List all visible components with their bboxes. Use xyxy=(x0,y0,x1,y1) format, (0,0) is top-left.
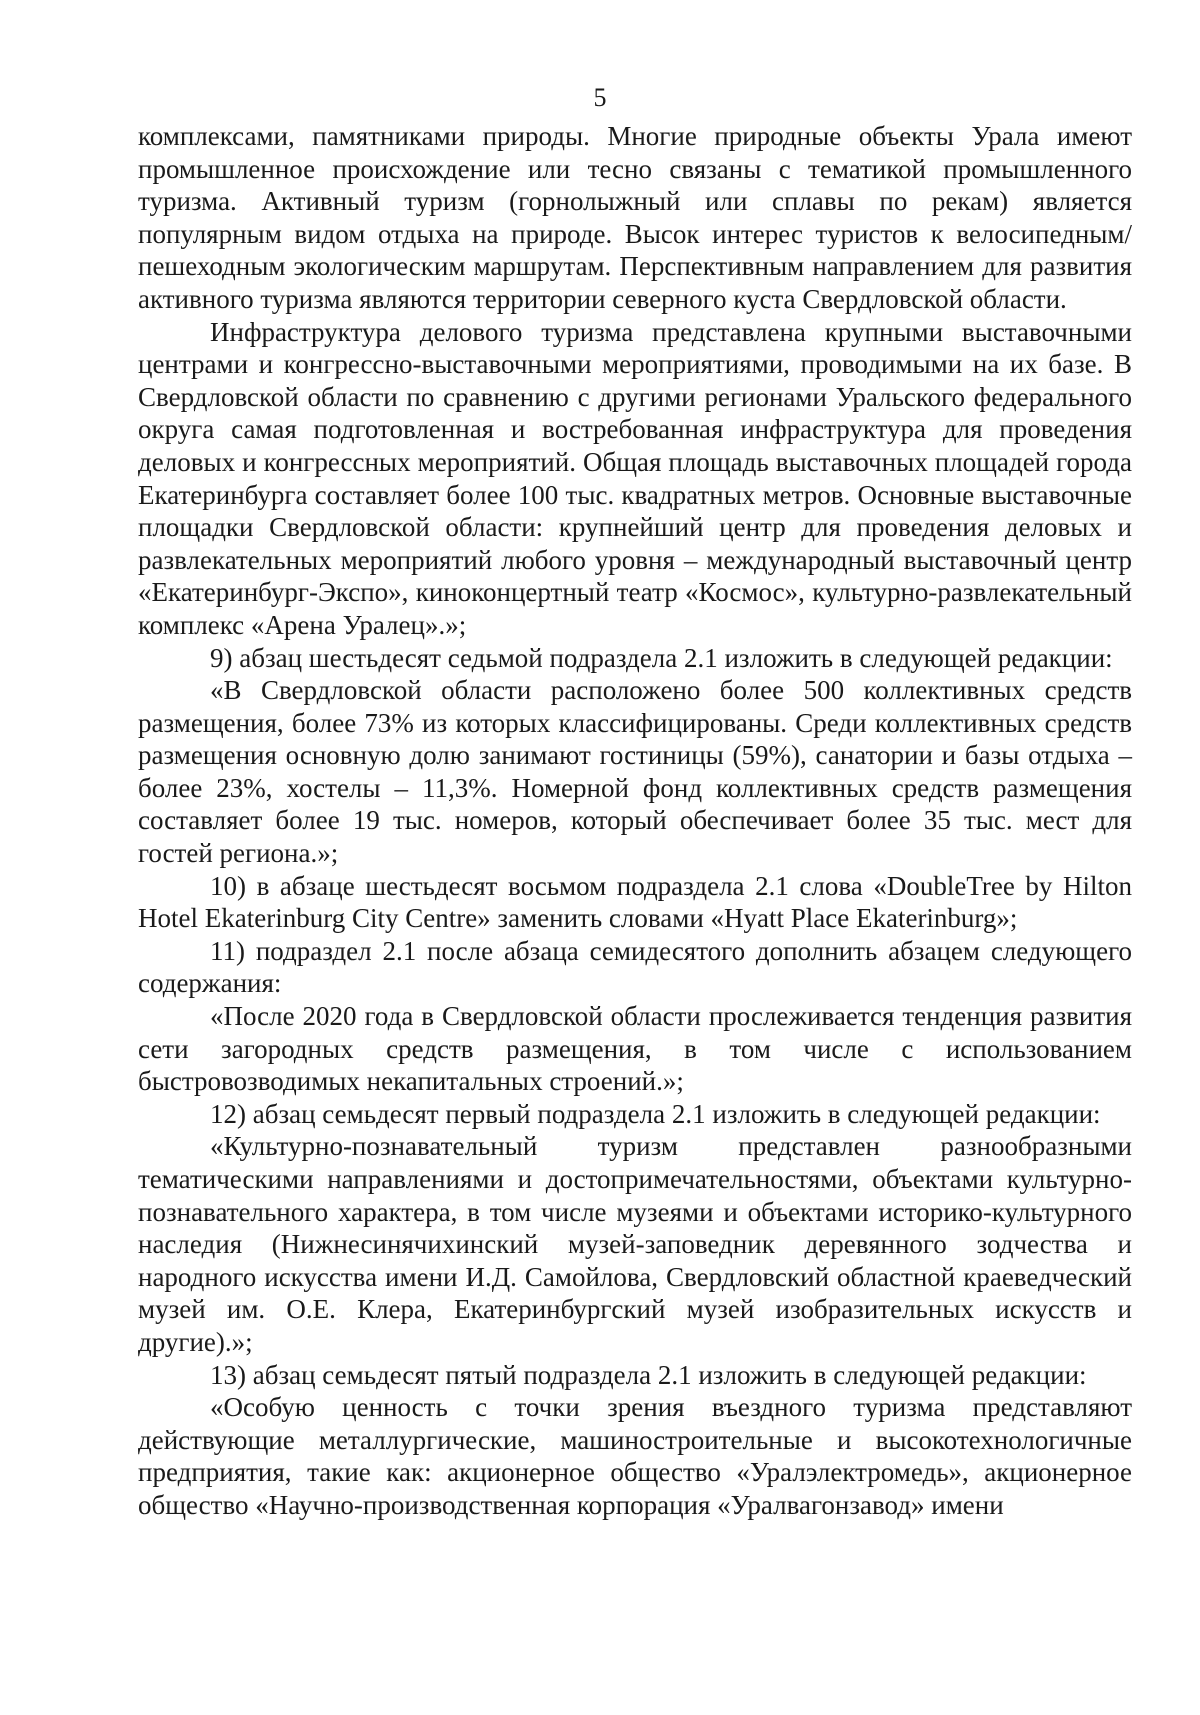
paragraph-accommodation: «В Свердловской области расположено более 500 коллективных средств размещения, более 73% из которых классифицированы. Среди коллективных средств размещения основную долю занимают гостиницы (59%), санатории и базы отдыха – более 23%, хостелы – 11,3%. Номерной фонд коллективных средств размещения составляет более 19 тыс. номеров, который обеспечивает более 35 тыс. мест для гостей региона.»; xyxy=(138,675,1132,869)
paragraph-natural-tourism: комплексами, памятниками природы. Многие природные объекты Урала имеют промышленное происхождение или тесно связаны с тематикой промышленного туризма. Активный туризм (горнолыжный или сплавы по рекам) является популярным видом отдыха на природе. Высок интерес туристов к велосипедным/пешеходным экологическим маршрутам. Перспективным направлением для развития активного туризма являются территории северного куста Свердловской области. xyxy=(138,121,1132,314)
paragraph-business-tourism: Инфраструктура делового туризма представлена крупными выставочными центрами и конгрессно-выставочными мероприятиями, проводимыми на их базе. В Свердловской области по сравнению с другими регионами Уральского федерального округа самая подготовленная и востребованная инфраструктура для проведения деловых и конгрессных мероприятий. Общая площадь выставочных площадей города Екатеринбурга составляет более 100 тыс. квадратных метров. Основные выставочные площадки Свердловской области: крупнейший центр для проведения деловых и развлекательных мероприятий любого уровня – международный выставочный центр «Екатеринбург-Экспо», киноконцертный театр «Космос», культурно-развлекательный комплекс «Арена Уралец».»; xyxy=(138,316,1132,640)
paragraph-item-9: 9) абзац шестьдесят седьмой подраздела 2.1 изложить в следующей редакции: xyxy=(210,642,1113,673)
paragraph-item-11: 11) подраздел 2.1 после абзаца семидесятого дополнить абзацем следующего содержания: xyxy=(138,935,1132,999)
paragraph-inbound-tourism: «Особую ценность с точки зрения въездного туризма представляют действующие металлургические, машиностроительные и высокотехнологичные предприятия, такие как: акционерное общество «Уралэлектромедь», акционерное общество «Научно-производственная корпорация «Уралвагонзавод» имени xyxy=(138,1392,1132,1520)
paragraph-item-12: 12) абзац семьдесят первый подраздела 2.1 изложить в следующей редакции: xyxy=(210,1098,1101,1129)
paragraph-item-13: 13) абзац семьдесят пятый подраздела 2.1 изложить в следующей редакции: xyxy=(210,1359,1087,1390)
document-body xyxy=(138,120,1132,1522)
page-number: 5 xyxy=(593,83,607,112)
paragraph-item-10: 10) в абзаце шестьдесят восьмом подраздела 2.1 слова «DoubleTree by Hilton Hotel Ekaterinburg City Centre» заменить словами «Hyatt Place Ekaterinburg»; xyxy=(138,870,1132,934)
paragraph-cultural-tourism: «Культурно-познавательный туризм представлен разнообразными тематическими направлениями и достопримечательностями, объектами культурно-познавательного характера, в том числе музеями и объектами историко-культурного наследия (Нижнесинячихинский музей-заповедник деревянного зодчества и народного искусства имени И.Д. Самойлова, Свердловский областной краеведческий музей им. О.Е. Клера, Екатеринбургский музей изобразительных искусств и другие).»; xyxy=(138,1131,1132,1357)
paragraph-country-accommodation: «После 2020 года в Свердловской области прослеживается тенденция развития сети загородных средств размещения, в том числе с использованием быстровозводимых некапитальных строений.»; xyxy=(138,1001,1132,1097)
